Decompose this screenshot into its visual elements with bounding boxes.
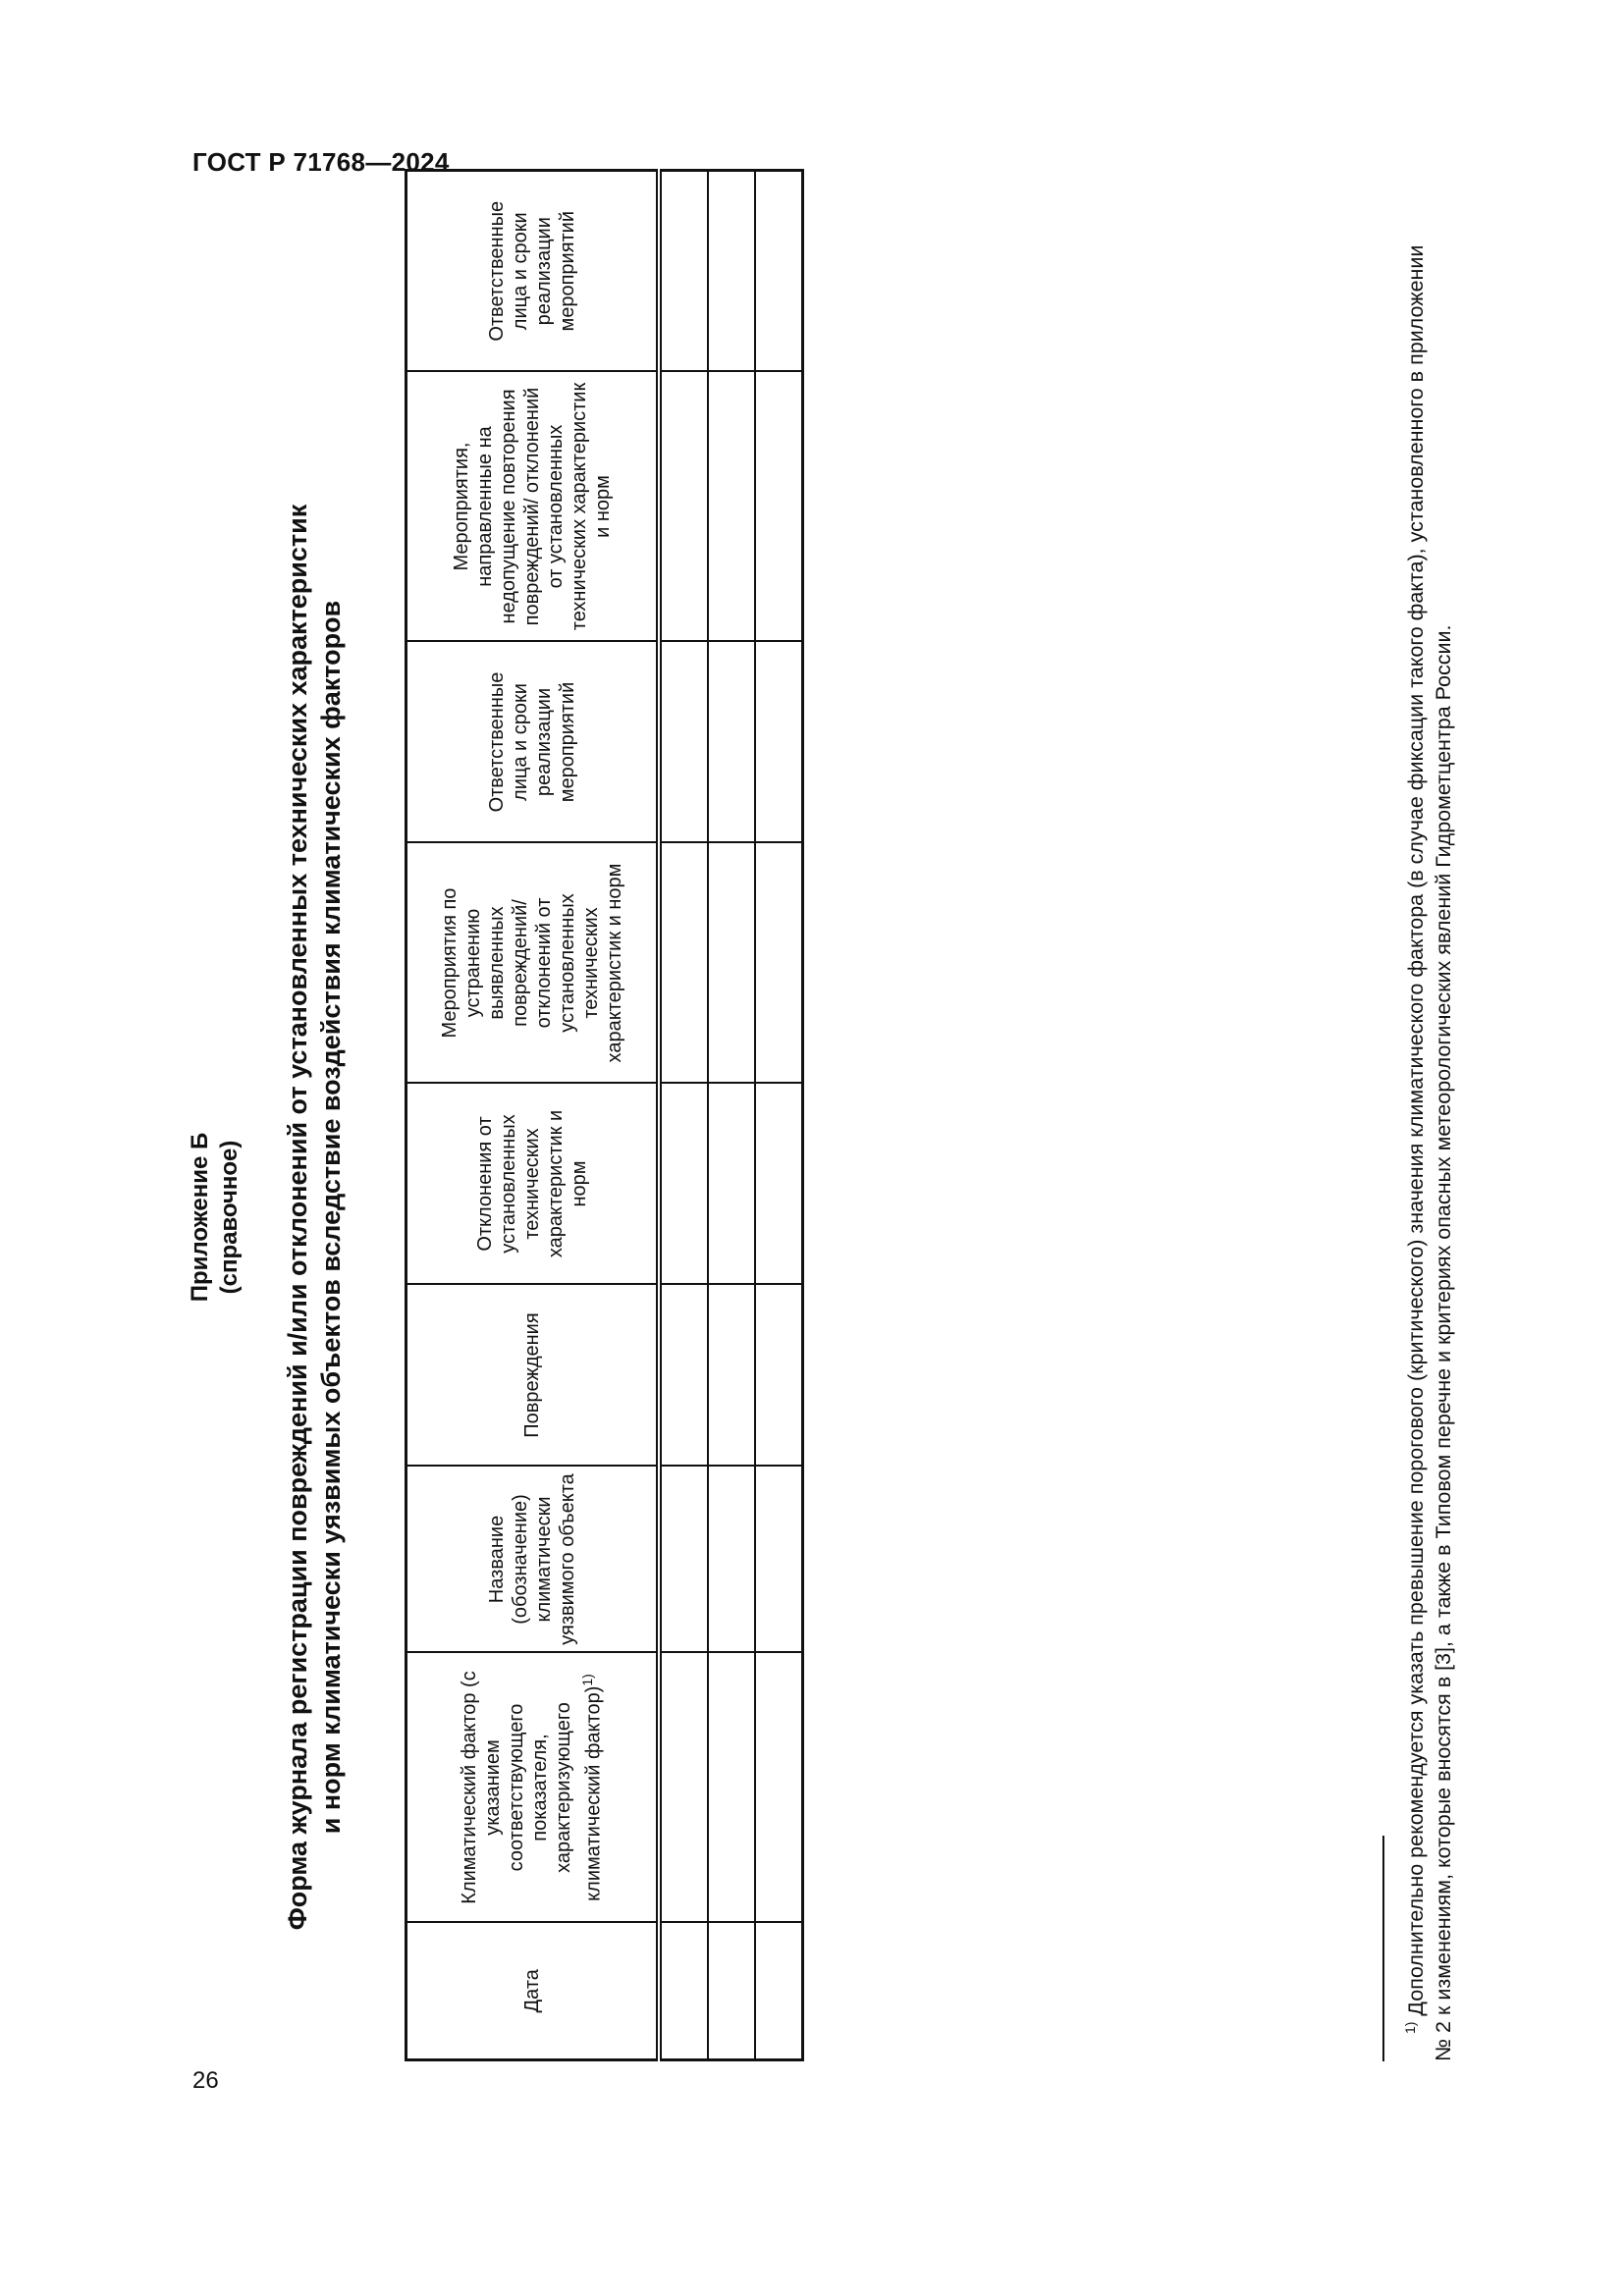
column-header-damage: Повреждения [406,1285,660,1467]
column-header-remediation-measures: Мероприятия по устранению выявленных повреждений/ отклонений от установленных технических характеристик и норм [406,843,660,1084]
table-row [708,171,755,2060]
table-cell [755,642,803,843]
table-cell [755,372,803,642]
footnote [1396,236,1457,2061]
form-title-line-1: Форма журнала регистрации повреждений и/или отклонений от установленных технических характеристик [283,504,312,1931]
table-cell [755,1285,803,1467]
table-cell [755,1653,803,1923]
table-cell [755,171,803,372]
table-cell [755,1467,803,1653]
journal-table [405,169,804,2061]
footnote-reference: 1) [579,1674,596,1686]
table-cell [708,372,755,642]
table-cell [708,171,755,372]
table-cell [659,1467,708,1653]
column-header-object-name: Название (обозначение) климатически уязвимого объекта [406,1467,660,1653]
table-header-row [406,171,660,2060]
table-cell [659,372,708,642]
table-cell [659,1653,708,1923]
table-cell [708,843,755,1084]
column-header-climatic-factor: Климатический фактор (с указанием соответствующего показателя, характеризующего климатический фактор)$^{1)}$ [406,1653,660,1923]
appendix-title: Приложение Б [187,1132,213,1303]
column-header-deviations: Отклонения от установленных технических характеристик и норм [406,1084,660,1285]
table-cell [708,1653,755,1923]
form-title [281,285,348,2150]
table-body [659,171,803,2060]
table-cell [708,1285,755,1467]
table-cell [708,1084,755,1285]
table-cell [659,171,708,372]
table-cell [659,1084,708,1285]
footnote-mark: 1) [1402,2021,1418,2034]
table-cell [659,1285,708,1467]
standard-code: ГОСТ Р 71768—2024 [192,147,450,177]
form-title-line-2: и норм климатически уязвимых объектов вследствие воздействия климатических факторов [316,600,346,1835]
table-cell [659,843,708,1084]
table-cell [659,642,708,843]
table-cell [708,642,755,843]
table-cell [708,1923,755,2060]
table-cell [755,843,803,1084]
footnote-text: Дополнительно рекомендуется указать превышение порогового (критического) значения климатического фактора (в случае фиксации такого факта), установленного в приложении № 2 к изменениям, которые вносятся в [3], а также в Типовом перечне и критериях опасных метеорологических явлений Гидрометцентра России. [1404,244,1456,2061]
column-header-date: Дата [406,1923,660,2060]
column-header-prevention-measures: Мероприятия, направленные на недопущение повторения повреждений/ отклонений от установленных технических характеристик и норм [406,372,660,642]
table-row [659,171,708,2060]
table-cell [659,1923,708,2060]
table-row [755,171,803,2060]
footnote-separator [1382,1836,1384,2061]
table-cell [755,1923,803,2060]
table-cell [708,1467,755,1653]
column-header-responsible-prevention: Ответственные лица и сроки реализации мероприятий [406,171,660,372]
column-header-responsible-remediation: Ответственные лица и сроки реализации мероприятий [406,642,660,843]
landscape-content [187,200,1502,2150]
table-cell [755,1084,803,1285]
appendix-subtitle: (справочное) [216,1140,243,1295]
page-number: 26 [192,2067,219,2094]
